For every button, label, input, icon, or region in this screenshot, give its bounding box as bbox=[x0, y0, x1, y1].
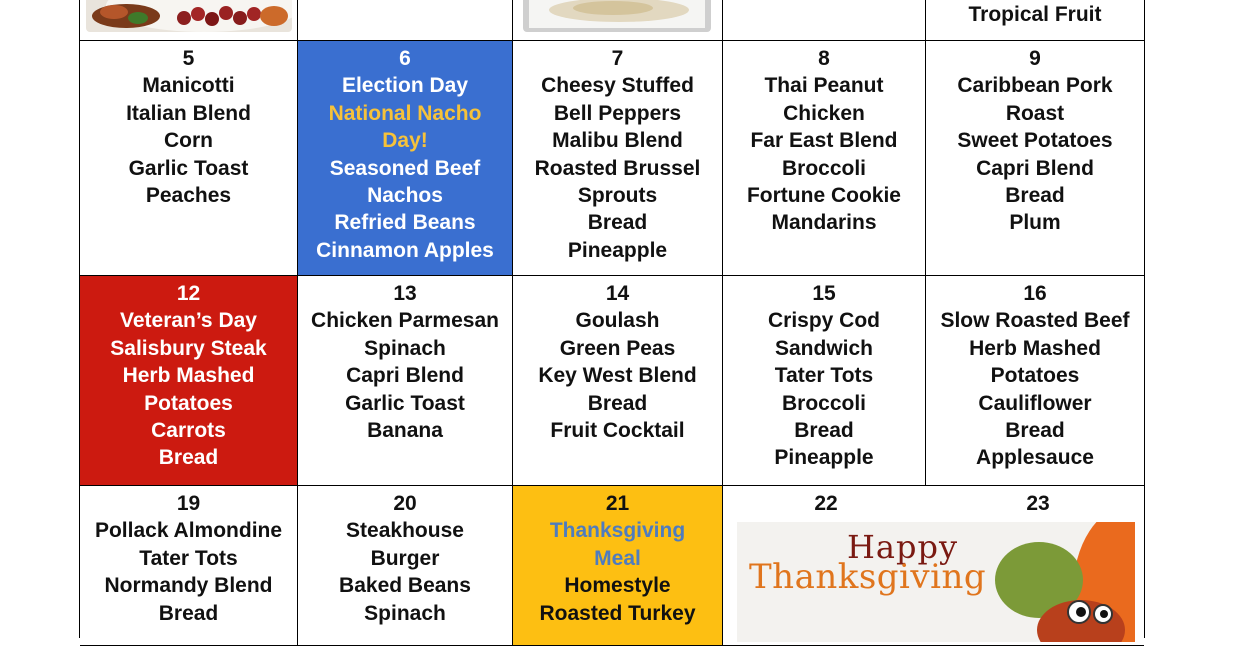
menu-item: Bell Peppers bbox=[553, 101, 682, 125]
menu-item: Plum bbox=[1009, 211, 1061, 235]
menu-item: Thai Peanut bbox=[764, 74, 884, 98]
menu-item: Bread bbox=[794, 419, 854, 443]
menu-item: Garlic Toast bbox=[345, 391, 465, 415]
day-number: 16 bbox=[1023, 282, 1047, 305]
menu-item: Refried Beans bbox=[334, 211, 476, 235]
menu-item: Peaches bbox=[145, 184, 232, 208]
menu-item: Potatoes bbox=[990, 364, 1080, 388]
day-cell-prev-mon bbox=[80, 0, 298, 41]
menu-item: Banana bbox=[367, 419, 443, 443]
menu-item: Green Peas bbox=[559, 336, 676, 360]
day-cell-20 bbox=[298, 486, 513, 646]
day-cell-6 bbox=[298, 41, 513, 276]
banner-happy-text: Happy bbox=[847, 528, 959, 566]
menu-item: Cinnamon Apples bbox=[316, 238, 494, 262]
menu-item: Steakhouse bbox=[346, 519, 464, 543]
day-cell-5 bbox=[80, 41, 298, 276]
menu-item: Homestyle bbox=[564, 574, 671, 598]
menu-item: Spinach bbox=[364, 601, 446, 625]
day-number: 8 bbox=[818, 47, 830, 70]
day-number: 22 bbox=[814, 492, 838, 515]
menu-item: Roasted Brussel bbox=[534, 156, 701, 180]
holiday-highlight: Thanksgiving bbox=[549, 519, 686, 543]
menu-item: Bread bbox=[1005, 184, 1065, 208]
day-cell-13 bbox=[298, 276, 513, 486]
menu-item: Bread bbox=[1005, 419, 1065, 443]
menu-item: Tater Tots bbox=[139, 546, 238, 570]
day-cell-9 bbox=[926, 41, 1144, 276]
day-number: 7 bbox=[611, 47, 624, 70]
menu-item: Sprouts bbox=[577, 184, 658, 208]
menu-item: Cheesy Stuffed bbox=[541, 74, 694, 98]
menu-item: Salisbury Steak bbox=[110, 336, 267, 360]
day-cell-prev-fri bbox=[926, 0, 1144, 41]
day-cell-prev-wed bbox=[513, 0, 723, 41]
day-number: 15 bbox=[812, 282, 836, 305]
holiday-highlight: Day! bbox=[382, 129, 428, 153]
day-number: 20 bbox=[393, 492, 417, 515]
day-cell-prev-tue bbox=[298, 0, 513, 41]
menu-item: Crispy Cod bbox=[767, 309, 880, 333]
menu-item: Normandy Blend bbox=[104, 574, 273, 598]
menu-item: Key West Blend bbox=[538, 364, 697, 388]
menu-item: Herb Mashed bbox=[122, 364, 255, 388]
menu-item: Pineapple bbox=[567, 238, 668, 262]
menu-item: Broccoli bbox=[781, 391, 867, 415]
day-cell-15 bbox=[723, 276, 926, 486]
day-number: 14 bbox=[605, 282, 630, 305]
menu-item: Baked Beans bbox=[339, 574, 471, 598]
menu-item: Italian Blend bbox=[126, 101, 251, 125]
day-number: 9 bbox=[1029, 47, 1041, 70]
menu-item: Slow Roasted Beef bbox=[940, 309, 1130, 333]
day-number: 12 bbox=[176, 282, 201, 305]
menu-item: Herb Mashed bbox=[969, 336, 1101, 360]
thanksgiving-banner bbox=[737, 522, 1135, 642]
holiday-title: Veteran’s Day bbox=[120, 309, 257, 333]
menu-item: Goulash bbox=[575, 309, 660, 333]
day-cell-14 bbox=[513, 276, 723, 486]
menu-item: Garlic Toast bbox=[128, 156, 249, 180]
lunch-menu-calendar bbox=[79, 0, 1145, 638]
banner-thanksgiving-text: Thanksgiving bbox=[749, 557, 987, 597]
menu-item: Bread bbox=[158, 601, 219, 625]
holiday-highlight: National Nacho bbox=[328, 101, 482, 125]
day-cell-22-23 bbox=[723, 486, 1144, 646]
menu-item: Potatoes bbox=[144, 391, 233, 415]
menu-item: Manicotti bbox=[142, 74, 235, 98]
menu-item: Roasted Turkey bbox=[539, 601, 696, 625]
menu-item: Carrots bbox=[151, 419, 226, 443]
menu-item: Malibu Blend bbox=[552, 129, 683, 153]
day-cell-7 bbox=[513, 41, 723, 276]
day-number: 5 bbox=[182, 47, 195, 70]
food-photo-dish bbox=[523, 0, 711, 32]
menu-item: Corn bbox=[164, 129, 213, 153]
menu-item: Broccoli bbox=[781, 156, 867, 180]
holiday-highlight: Meal bbox=[594, 546, 641, 570]
day-cell-21 bbox=[513, 486, 723, 646]
menu-item: Sweet Potatoes bbox=[957, 129, 1113, 153]
day-number: 19 bbox=[176, 492, 201, 515]
day-number: 13 bbox=[393, 282, 417, 305]
menu-item: Mandarins bbox=[771, 211, 877, 235]
holiday-title: Election Day bbox=[341, 74, 469, 98]
day-cell-prev-thu bbox=[723, 0, 926, 41]
menu-item: Bread bbox=[587, 211, 648, 235]
day-cell-12 bbox=[80, 276, 298, 486]
day-cell-8 bbox=[723, 41, 926, 276]
menu-item: Seasoned Beef bbox=[329, 156, 481, 180]
menu-item: Tater Tots bbox=[774, 364, 874, 388]
menu-item: Bread bbox=[158, 446, 219, 470]
menu-item: Bread bbox=[587, 391, 648, 415]
day-number: 6 bbox=[399, 47, 411, 70]
menu-item: Pollack Almondine bbox=[94, 519, 283, 543]
menu-item: Roast bbox=[1005, 101, 1065, 125]
menu-item: Pineapple bbox=[774, 446, 874, 470]
menu-item: Chicken bbox=[783, 101, 865, 125]
menu-item: Fortune Cookie bbox=[746, 184, 901, 208]
menu-item: Caribbean Pork bbox=[957, 74, 1113, 98]
menu-item: Tropical Fruit bbox=[968, 3, 1102, 26]
menu-item: Cauliflower bbox=[978, 391, 1092, 415]
menu-item: Capri Blend bbox=[346, 364, 464, 388]
menu-item: Spinach bbox=[364, 336, 446, 360]
menu-item: Fruit Cocktail bbox=[550, 419, 685, 443]
day-number: 23 bbox=[1026, 492, 1050, 515]
day-cell-19 bbox=[80, 486, 298, 646]
day-number: 21 bbox=[605, 492, 630, 515]
menu-item: Far East Blend bbox=[750, 129, 898, 153]
menu-item: Sandwich bbox=[774, 336, 874, 360]
menu-item: Capri Blend bbox=[976, 156, 1094, 180]
turkey-illustration bbox=[969, 522, 1135, 642]
menu-item: Applesauce bbox=[976, 446, 1094, 470]
day-cell-16 bbox=[926, 276, 1144, 486]
food-photo-plate bbox=[86, 0, 292, 32]
menu-item: Chicken Parmesan bbox=[311, 309, 499, 333]
menu-item: Burger bbox=[370, 546, 440, 570]
menu-item: Nachos bbox=[367, 184, 443, 208]
